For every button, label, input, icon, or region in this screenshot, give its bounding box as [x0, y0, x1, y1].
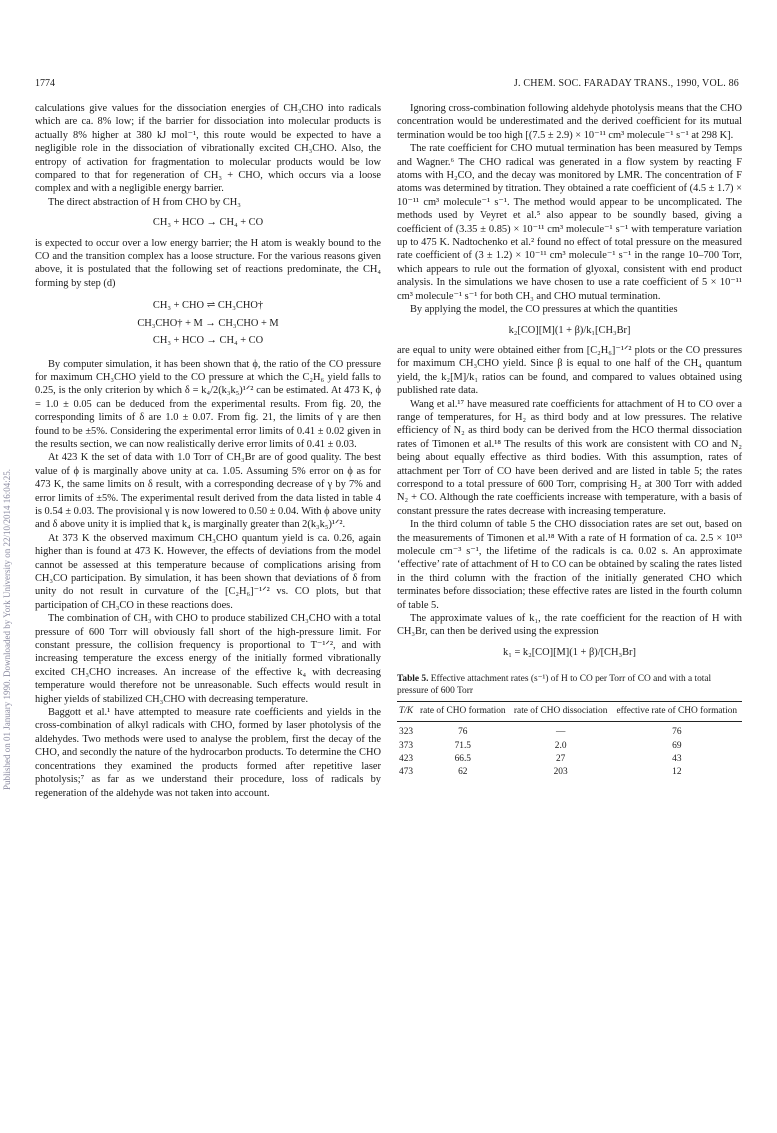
table-header-row: [397, 702, 742, 722]
table-cell: 203: [553, 767, 568, 778]
table-cell: 62: [458, 767, 468, 778]
paragraph: By applying the model, the CO pressures at which the quantities: [410, 304, 678, 316]
table-row: [397, 753, 742, 766]
equation: CH₃CHO† + M → CH₃CHO + M: [137, 317, 279, 329]
table-row: [397, 722, 742, 740]
paragraph: The combination of CH₃ with CHO to produce stabilized CH₃CHO with a total pressure of 600 Torr will obviously fall short of the high-pressure limit. For constant pressure, the collision frequency is proportional to T⁻¹ᐟ², and with increasing temperature the excess energy of the initially formed vibrationally excited CH₃CHO increases. An increase of the effective k₄ with decreasing temperature would therefore not be unreasonable. Such effects would result in higher yields of stabilized CH₃CHO with decreasing temperature.: [35, 613, 381, 705]
equation: k₁ = k₂[CO][M](1 + β)/[CH₃Br]: [503, 646, 636, 658]
table-cell: 69: [672, 740, 682, 751]
right-column: [397, 102, 742, 779]
equation: CH₃ + HCO → CH₄ + CO: [152, 335, 264, 347]
paragraph: The direct abstraction of H from CHO by CH₃: [48, 196, 241, 208]
paragraph: calculations give values for the dissociation energies of CH₃CHO into radicals which are ca. 8% low; if the barrier for dissociation into molecular products is actually 8% higher at 380 kJ mol⁻¹, this route would be expected to have a negligible role in the dissociation of vibrationally excited CH₃CHO. Also, the entropy of activation for fragmentation to molecular products would be low compared to that for regeneration of CH₃ + CHO, which occurs via a loose complex and with a negligible energy barrier.: [35, 103, 381, 195]
paragraph: Baggott et al.¹ have attempted to measure rate coefficients and yields in the cross-combination of alkyl radicals with CHO, formed by laser photolysis of the aldehydes. Two methods were used to analyse the problem, first the decay of the CHO, and secondly the nature of the hydrocarbon products. To determine the CHO concentrations they examined the products formed after repetitive laser photolysis;⁷ as far as we understand their procedure, loss of radicals by regeneration of the aldehyde was not taken into account.: [35, 707, 381, 799]
table-cell: 27: [555, 753, 566, 764]
table-cell: 323: [399, 727, 414, 738]
table-caption-text: Effective attachment rates (s⁻¹) of H to CO per Torr of CO and with a total pressure of 600 Torr: [397, 674, 712, 697]
table-cell: —: [555, 727, 566, 738]
paragraph: Wang et al.¹⁷ have measured rate coefficients for attachment of H to CO over a range of temperatures, for H₂ as third body and at low pressures. The relative efficiency of N₂ as third body can be derived from the HCO thermal dissociation rates of Timonen et al.¹⁸ The results of this work are consistent with CO and N₂ being about equally effective as third bodies. With this assumption, rates of attachment per Torr of CO have been derived and are listed in table 5; the rates correspond to a total pressure of 600 Torr, comprising H₂ at 300 Torr with added N₂ + CO. Although the rate coefficients increase with temperature, with a basis of constant pressure the rates decrease with increasing temperature.: [397, 398, 742, 517]
table-cell: 66.5: [454, 753, 471, 764]
table-row: [397, 766, 742, 779]
paragraph: By computer simulation, it has been shown that ϕ, the ratio of the CO pressure for maximum CH₃CHO yield to the CO pressure at which the C₂H₆ yield falls to 0.25, is the only criterion by which δ = k₄/2(k₃k₅)¹ᐟ² can be estimated. At 473 K, ϕ = 1.0 ± 0.05 can be deduced from the experimental results. From fig. 20, the corresponding limits of δ are 1.0 ± 0.07. From fig. 21, the limits of γ are then found to be ±5%. Considering the experimental error limits of 0.41 ± 0.02 given in the results section, we can now realistically derive error limits of 0.41 ± 0.03.: [35, 358, 381, 450]
paragraph: At 423 K the set of data with 1.0 Torr of CH₃Br are of good quality. The best value of ϕ is marginally above unity at ca. 1.05. Assuming 5% error on ϕ as for 473 K, the same limits on δ result, with a corresponding decrease of γ by 7% and error limits of ±5%. The experimental result derived from the data listed in table 4 is 0.54 ± 0.03. The provisional γ is now lowered to 0.50 ± 0.04. With ϕ above unity and δ above unity it is implied that k₄ is marginally greater than 2(k₃k₅)¹ᐟ².: [35, 452, 381, 531]
column-header: effective rate of CHO formation: [616, 706, 738, 717]
paragraph: Ignoring cross-combination following aldehyde photolysis means that the CHO concentration would be underestimated and the derived coefficient for its mutual termination would be too high [(7.5 ± 2.9) × 10⁻¹¹ cm³ molecule⁻¹ s⁻¹ at 298 K].: [397, 103, 742, 141]
page-number: 1774: [35, 78, 55, 89]
reaction-scheme: [35, 299, 381, 347]
table-label: Table 5.: [397, 674, 429, 685]
table-cell: 473: [399, 767, 414, 778]
table-cell: 76: [458, 727, 468, 738]
journal-header: J. CHEM. SOC. FARADAY TRANS., 1990, VOL. 86: [513, 78, 739, 89]
table-5: [397, 701, 742, 779]
table-caption: [397, 673, 742, 697]
column-header: T/K: [399, 706, 414, 717]
paragraph: The approximate values of k₁, the rate coefficient for the reaction of H with CH₃Br, can then be derived using the expression: [397, 613, 742, 638]
paragraph: At 373 K the observed maximum CH₃CHO quantum yield is ca. 0.26, again higher than is found at 473 K. However, the effects of deviations from the model cannot be assessed at this temperature because of complications arising from CH₃CO participation. By simulation, it has been shown that deviations of δ from unity do not result in curvature of the [C₂H₆]⁻¹ᐟ² vs. CO plots, but that participation of CH₃CO in these reactions does.: [35, 532, 381, 611]
equation: CH₃ + HCO → CH₄ + CO: [152, 217, 264, 229]
paragraph: The rate coefficient for CHO mutual termination has been measured by Temps and Wagner.⁶ The CHO radical was generated in a flow system by reacting F atoms with H₂CO, and the decay was monitored by LMR. The concentration of F atoms was determined by titration. They obtained a rate coefficient of (4.5 ± 1.7) × 10⁻¹¹ cm³ molecule⁻¹ s⁻¹. The method would appear to be uncomplicated. The methods used by Veyret et al.⁵ also appear to be soundly based, giving a coefficient of (3.35 ± 0.85) × 10⁻¹¹ cm³ molecule⁻¹ s⁻¹ with temperature variation up to 475 K. Nadtochenko et al.² found no effect of total pressure on the measured rate coefficient of (3 ± 1.2) × 10⁻¹¹ cm³ molecule⁻¹ s⁻¹ in the range 10–700 Torr, which appears to rule out the formation of glyoxal, consistent with end product analysis. In the simulations we have chosen to use a rate coefficient of 5 × 10⁻¹¹ cm³ molecule⁻¹ s⁻¹ for both CH₃ and CHO mutual termination.: [397, 143, 742, 302]
table-cell: 373: [399, 740, 414, 751]
table-cell: 43: [672, 753, 682, 764]
left-column: [35, 102, 381, 800]
table-row: [397, 740, 742, 753]
download-watermark: Published on 01 January 1990. Downloaded by York University on 22/10/2014 16:04:25.: [2, 469, 12, 790]
table-cell: 12: [672, 767, 682, 778]
equation: CH₃ + CHO ⇌ CH₃CHO†: [152, 300, 264, 312]
column-header: rate of CHO dissociation: [513, 706, 608, 717]
table-cell: 71.5: [454, 740, 471, 751]
table-cell: 2.0: [554, 740, 567, 751]
paragraph: In the third column of table 5 the CHO dissociation rates are set out, based on the measurements of Timonen et al.¹⁸ With a rate of H formation of ca. 2.5 × 10¹³ molecule cm⁻³ s⁻¹, the lifetime of the radicals is ca. 0.02 s. An approximate ‘effective’ rate of attachment of H to CO can be obtained by scaling the rates listed in the third column with the fraction of the initially generated CHO which terminates before dissociation; these effective rates are listed in the fourth column of table 5.: [397, 519, 742, 611]
paragraph: are equal to unity were obtained either from [C₂H₆]⁻¹ᐟ² plots or the CO pressures for maximum CH₃CHO yield. Since β is equal to one half of the CH₄ quantum yield, the k₂[M]/k₁ ratios can be found, and compared to values obtained using published rate data.: [397, 344, 742, 397]
column-header: rate of CHO formation: [419, 706, 506, 717]
paragraph: is expected to occur over a low energy barrier; the H atom is weakly bound to the CO and the transition complex has a loose structure. For the various reasons given above, it is postulated that the following set of reactions predominate, the CH₄ forming by step (d): [35, 237, 381, 289]
table-cell: 423: [399, 753, 414, 764]
equation: k₂[CO][M](1 + β)/k₁[CH₃Br]: [508, 324, 631, 336]
table-cell: 76: [672, 727, 682, 738]
